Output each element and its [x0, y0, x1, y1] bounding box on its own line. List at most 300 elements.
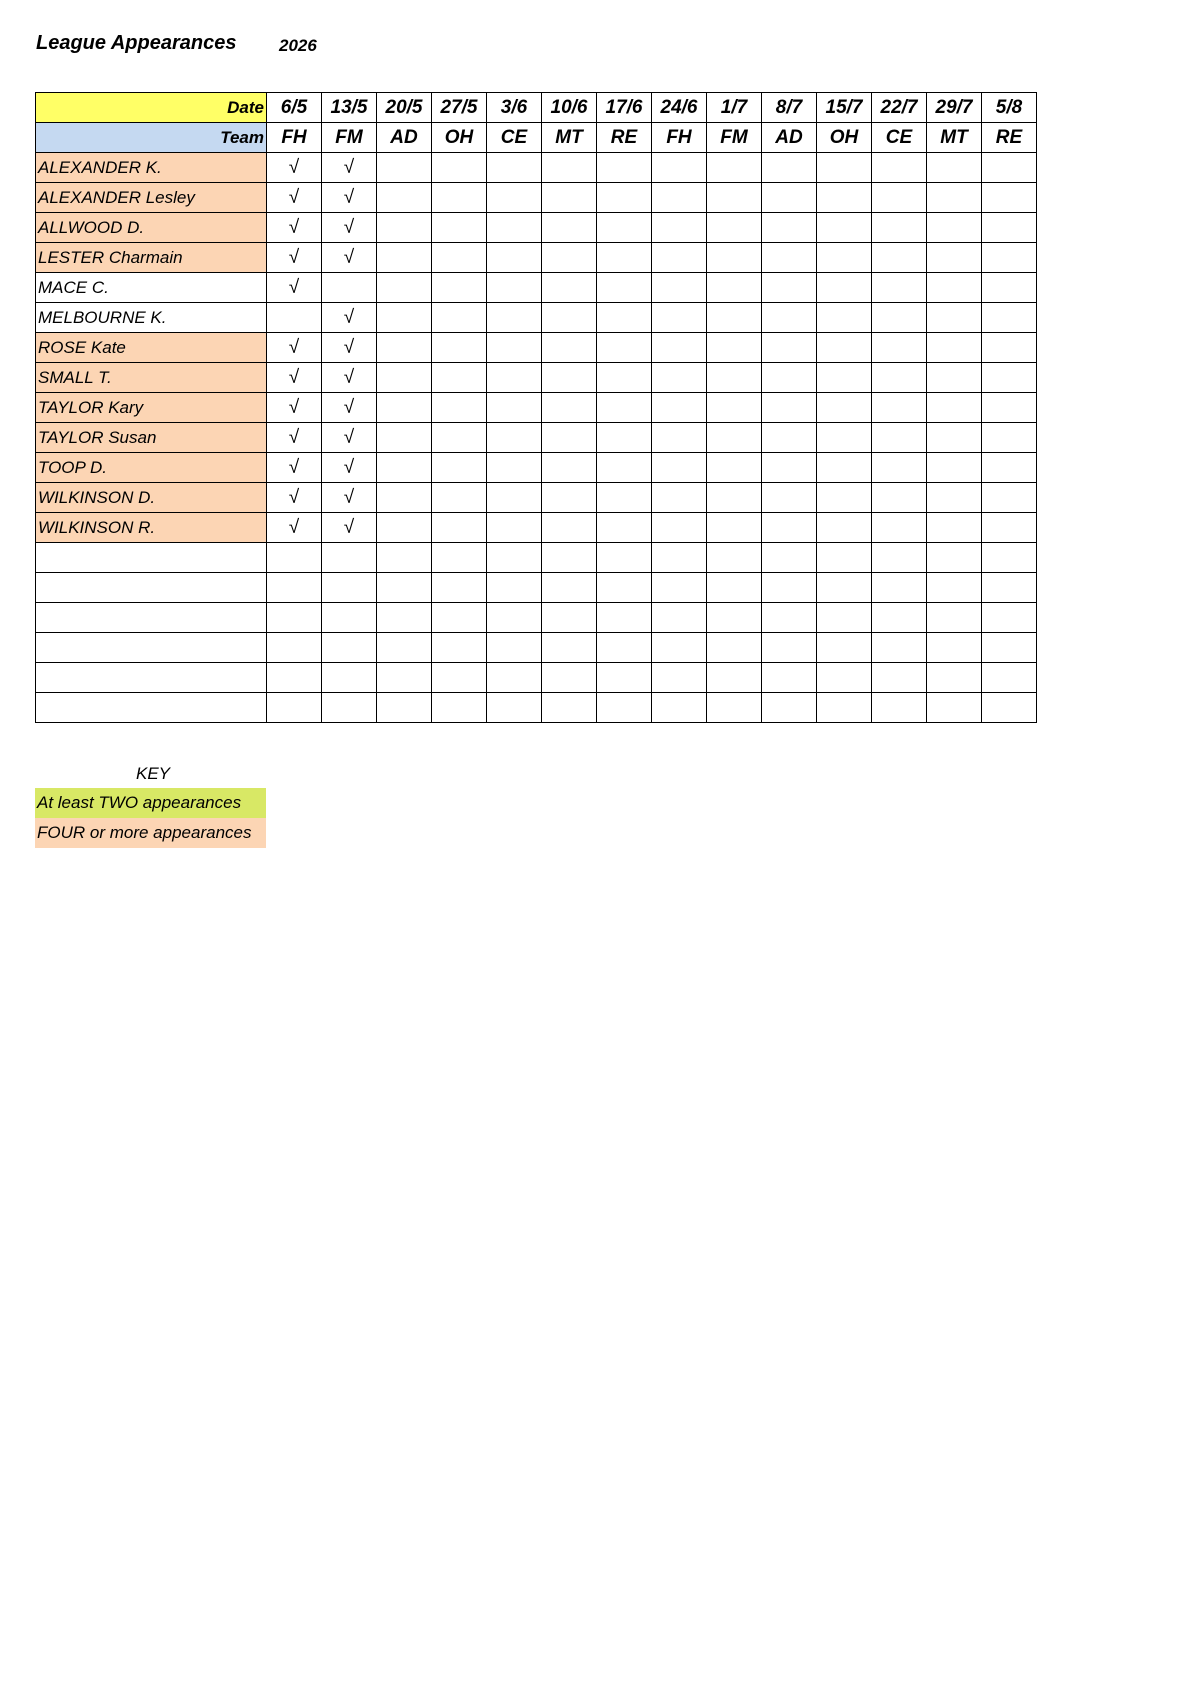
appearance-cell [872, 513, 927, 543]
appearance-cell [817, 183, 872, 213]
empty-cell [487, 573, 542, 603]
appearance-cell [542, 393, 597, 423]
appearance-cell [982, 213, 1037, 243]
empty-cell [597, 633, 652, 663]
appearance-cell [982, 393, 1037, 423]
appearance-cell [597, 453, 652, 483]
empty-cell [597, 693, 652, 723]
empty-cell [707, 633, 762, 663]
appearance-cell [322, 333, 377, 363]
appearance-cell [322, 303, 377, 333]
empty-cell [597, 663, 652, 693]
tick-mark: √ [288, 426, 300, 448]
appearance-cell [322, 183, 377, 213]
appearance-cell [322, 363, 377, 393]
appearance-cell [267, 453, 322, 483]
player-name: MACE C. [36, 273, 267, 303]
appearance-cell [377, 423, 432, 453]
tick-mark: √ [343, 186, 355, 208]
player-row [36, 243, 1037, 273]
player-row [36, 273, 1037, 303]
empty-cell [817, 693, 872, 723]
team-header-cell: MT [927, 123, 982, 153]
appearance-cell [927, 333, 982, 363]
date-header-cell: 6/5 [267, 93, 322, 123]
appearance-cell [982, 333, 1037, 363]
appearance-cell [982, 243, 1037, 273]
appearance-cell [487, 243, 542, 273]
tick-mark: √ [343, 366, 355, 388]
player-name: WILKINSON D. [36, 483, 267, 513]
appearance-cell [927, 153, 982, 183]
date-header-cell: 24/6 [652, 93, 707, 123]
appearance-cell [707, 183, 762, 213]
appearance-cell [377, 243, 432, 273]
empty-cell [597, 573, 652, 603]
date-header-cell: 13/5 [322, 93, 377, 123]
appearance-cell [762, 453, 817, 483]
player-name: ROSE Kate [36, 333, 267, 363]
empty-cell [377, 693, 432, 723]
empty-cell [267, 663, 322, 693]
appearance-cell [707, 153, 762, 183]
empty-cell [762, 603, 817, 633]
appearance-cell [267, 513, 322, 543]
empty-cell [707, 663, 762, 693]
page-title: League Appearances [36, 32, 237, 54]
appearance-cell [597, 333, 652, 363]
empty-cell [927, 603, 982, 633]
appearance-cell [267, 243, 322, 273]
key-item-four-or-more: FOUR or more appearances [35, 818, 266, 848]
appearance-cell [982, 513, 1037, 543]
appearance-cell [322, 513, 377, 543]
player-row [36, 363, 1037, 393]
appearance-cell [817, 483, 872, 513]
player-name: TAYLOR Kary [36, 393, 267, 423]
empty-cell [652, 573, 707, 603]
team-header-cell: CE [487, 123, 542, 153]
empty-cell [322, 663, 377, 693]
appearance-cell [377, 453, 432, 483]
appearance-cell [707, 513, 762, 543]
date-header-cell: 15/7 [817, 93, 872, 123]
date-header-row [36, 93, 1037, 123]
empty-cell [322, 543, 377, 573]
empty-cell [982, 543, 1037, 573]
appearance-cell [927, 393, 982, 423]
appearance-cell [652, 393, 707, 423]
empty-cell [872, 663, 927, 693]
appearance-cell [597, 183, 652, 213]
appearance-cell [652, 213, 707, 243]
player-row [36, 303, 1037, 333]
appearance-cell [487, 393, 542, 423]
player-name: MELBOURNE K. [36, 303, 267, 333]
tick-mark: √ [343, 516, 355, 538]
appearance-cell [322, 213, 377, 243]
empty-cell [982, 663, 1037, 693]
appearance-cell [377, 363, 432, 393]
appearance-cell [982, 363, 1037, 393]
appearance-cell [377, 393, 432, 423]
key-title: KEY [136, 764, 171, 783]
team-header-cell: AD [377, 123, 432, 153]
appearance-cell [487, 183, 542, 213]
date-header-cell: 5/8 [982, 93, 1037, 123]
empty-cell [817, 543, 872, 573]
appearance-cell [707, 453, 762, 483]
date-header-cell: 17/6 [597, 93, 652, 123]
empty-cell [817, 573, 872, 603]
empty-cell [927, 693, 982, 723]
date-header-label: Date [36, 93, 267, 123]
player-name: TOOP D. [36, 453, 267, 483]
appearance-cell [707, 363, 762, 393]
player-row [36, 183, 1037, 213]
empty-cell [927, 633, 982, 663]
appearance-cell [927, 423, 982, 453]
appearance-cell [542, 183, 597, 213]
empty-cell [927, 663, 982, 693]
empty-cell [762, 633, 817, 663]
empty-cell [322, 693, 377, 723]
empty-cell [762, 663, 817, 693]
tick-mark: √ [343, 426, 355, 448]
empty-cell [267, 693, 322, 723]
empty-cell [487, 633, 542, 663]
appearance-cell [377, 303, 432, 333]
appearance-cell [432, 273, 487, 303]
empty-cell [817, 633, 872, 663]
tick-mark: √ [343, 336, 355, 358]
appearance-cell [432, 153, 487, 183]
tick-mark: √ [343, 486, 355, 508]
appearance-cell [652, 303, 707, 333]
appearance-cell [322, 153, 377, 183]
appearance-cell [487, 153, 542, 183]
appearance-cell [377, 213, 432, 243]
appearance-cell [487, 483, 542, 513]
appearance-cell [597, 243, 652, 273]
tick-mark: √ [288, 156, 300, 178]
appearance-cell [707, 213, 762, 243]
empty-cell [322, 633, 377, 663]
date-header-cell: 22/7 [872, 93, 927, 123]
appearance-cell [872, 183, 927, 213]
appearance-cell [872, 333, 927, 363]
appearance-cell [597, 303, 652, 333]
appearance-cell [762, 333, 817, 363]
empty-cell [542, 693, 597, 723]
date-header-cell: 27/5 [432, 93, 487, 123]
appearance-cell [817, 423, 872, 453]
appearance-cell [652, 363, 707, 393]
appearance-cell [597, 513, 652, 543]
appearance-cell [872, 213, 927, 243]
team-header-cell: FH [267, 123, 322, 153]
key-item-at-least-two: At least TWO appearances [35, 788, 266, 818]
empty-cell [542, 543, 597, 573]
empty-cell [707, 603, 762, 633]
appearance-cell [817, 393, 872, 423]
appearance-cell [377, 153, 432, 183]
player-name: ALEXANDER Lesley [36, 183, 267, 213]
appearance-cell [322, 483, 377, 513]
empty-cell [597, 543, 652, 573]
empty-cell [762, 693, 817, 723]
appearance-cell [432, 333, 487, 363]
appearance-cell [322, 243, 377, 273]
appearance-cell [542, 333, 597, 363]
tick-mark: √ [288, 186, 300, 208]
team-header-cell: FM [322, 123, 377, 153]
empty-cell [927, 543, 982, 573]
empty-name-cell [36, 573, 267, 603]
empty-cell [377, 543, 432, 573]
player-name: TAYLOR Susan [36, 423, 267, 453]
appearance-cell [487, 513, 542, 543]
appearance-cell [817, 303, 872, 333]
empty-name-cell [36, 543, 267, 573]
appearance-cell [707, 273, 762, 303]
team-header-cell: RE [982, 123, 1037, 153]
tick-mark: √ [343, 216, 355, 238]
empty-cell [982, 633, 1037, 663]
tick-mark: √ [288, 366, 300, 388]
player-name: SMALL T. [36, 363, 267, 393]
appearance-cell [652, 513, 707, 543]
empty-cell [652, 543, 707, 573]
appearance-cell [762, 483, 817, 513]
appearance-cell [652, 333, 707, 363]
appearance-cell [817, 453, 872, 483]
empty-cell [597, 603, 652, 633]
appearance-cell [597, 423, 652, 453]
empty-cell [377, 663, 432, 693]
appearance-cell [487, 363, 542, 393]
team-header-cell: MT [542, 123, 597, 153]
appearance-cell [707, 303, 762, 333]
season-year: 2026 [279, 36, 317, 55]
appearance-cell [267, 213, 322, 243]
appearance-cell [817, 153, 872, 183]
appearance-cell [597, 393, 652, 423]
empty-row [36, 573, 1037, 603]
team-header-row [36, 123, 1037, 153]
appearances-table-body [36, 93, 1037, 723]
appearance-cell [432, 423, 487, 453]
tick-mark: √ [288, 396, 300, 418]
appearance-cell [597, 363, 652, 393]
appearance-cell [322, 393, 377, 423]
player-row [36, 393, 1037, 423]
appearance-cell [322, 453, 377, 483]
appearance-cell [432, 393, 487, 423]
appearance-cell [432, 213, 487, 243]
appearance-cell [267, 303, 322, 333]
tick-mark: √ [343, 246, 355, 268]
appearances-table [35, 92, 1037, 723]
empty-cell [487, 603, 542, 633]
appearance-cell [927, 363, 982, 393]
appearance-cell [872, 483, 927, 513]
appearance-cell [267, 273, 322, 303]
empty-cell [432, 693, 487, 723]
player-name: ALLWOOD D. [36, 213, 267, 243]
appearance-cell [377, 483, 432, 513]
tick-mark: √ [288, 336, 300, 358]
appearance-cell [927, 183, 982, 213]
appearance-cell [762, 153, 817, 183]
date-header-cell: 3/6 [487, 93, 542, 123]
appearance-cell [267, 483, 322, 513]
tick-mark: √ [343, 156, 355, 178]
appearance-cell [872, 243, 927, 273]
empty-cell [982, 603, 1037, 633]
team-header-cell: OH [432, 123, 487, 153]
appearance-cell [542, 363, 597, 393]
appearance-cell [432, 483, 487, 513]
appearance-cell [267, 333, 322, 363]
appearance-cell [267, 393, 322, 423]
appearance-cell [597, 273, 652, 303]
player-row [36, 453, 1037, 483]
appearance-cell [652, 153, 707, 183]
appearance-cell [762, 423, 817, 453]
player-row [36, 513, 1037, 543]
appearance-cell [762, 363, 817, 393]
player-row [36, 483, 1037, 513]
date-header-cell: 1/7 [707, 93, 762, 123]
empty-cell [377, 603, 432, 633]
appearance-cell [762, 183, 817, 213]
empty-cell [267, 543, 322, 573]
appearance-cell [597, 213, 652, 243]
appearance-cell [982, 303, 1037, 333]
appearance-cell [817, 273, 872, 303]
empty-cell [707, 543, 762, 573]
appearance-cell [927, 273, 982, 303]
appearance-cell [707, 393, 762, 423]
appearance-cell [652, 273, 707, 303]
appearance-cell [597, 483, 652, 513]
empty-cell [432, 543, 487, 573]
tick-mark: √ [288, 516, 300, 538]
empty-cell [872, 633, 927, 663]
appearance-cell [927, 453, 982, 483]
appearance-cell [872, 423, 927, 453]
tick-mark: √ [288, 216, 300, 238]
appearance-cell [542, 453, 597, 483]
appearance-cell [707, 243, 762, 273]
tick-mark: √ [288, 276, 300, 298]
empty-row [36, 693, 1037, 723]
empty-cell [377, 573, 432, 603]
empty-cell [267, 603, 322, 633]
empty-cell [487, 693, 542, 723]
appearance-cell [707, 483, 762, 513]
appearance-cell [267, 423, 322, 453]
team-header-cell: RE [597, 123, 652, 153]
team-header-label: Team [36, 123, 267, 153]
date-header-cell: 8/7 [762, 93, 817, 123]
empty-cell [982, 573, 1037, 603]
appearance-cell [432, 513, 487, 543]
appearance-cell [432, 363, 487, 393]
team-header-cell: FH [652, 123, 707, 153]
appearance-cell [817, 513, 872, 543]
appearance-cell [652, 453, 707, 483]
team-header-cell: AD [762, 123, 817, 153]
appearance-cell [872, 393, 927, 423]
appearance-cell [707, 423, 762, 453]
player-name: LESTER Charmain [36, 243, 267, 273]
empty-cell [322, 603, 377, 633]
appearance-cell [542, 483, 597, 513]
empty-cell [817, 663, 872, 693]
appearance-cell [322, 273, 377, 303]
appearance-cell [707, 333, 762, 363]
appearance-cell [872, 153, 927, 183]
player-name: ALEXANDER K. [36, 153, 267, 183]
appearance-cell [597, 153, 652, 183]
empty-row [36, 543, 1037, 573]
team-header-cell: OH [817, 123, 872, 153]
appearance-cell [487, 333, 542, 363]
empty-name-cell [36, 603, 267, 633]
appearance-cell [542, 153, 597, 183]
appearance-cell [982, 183, 1037, 213]
empty-cell [872, 573, 927, 603]
player-row [36, 153, 1037, 183]
player-row [36, 423, 1037, 453]
empty-cell [652, 693, 707, 723]
appearance-cell [652, 423, 707, 453]
date-header-cell: 10/6 [542, 93, 597, 123]
appearance-cell [542, 423, 597, 453]
empty-cell [322, 573, 377, 603]
empty-cell [377, 633, 432, 663]
appearance-cell [487, 273, 542, 303]
player-name: WILKINSON R. [36, 513, 267, 543]
appearance-cell [817, 243, 872, 273]
empty-cell [927, 573, 982, 603]
empty-cell [652, 633, 707, 663]
appearance-cell [542, 273, 597, 303]
tick-mark: √ [343, 306, 355, 328]
empty-cell [432, 603, 487, 633]
appearance-cell [872, 363, 927, 393]
appearance-cell [982, 273, 1037, 303]
appearance-cell [762, 243, 817, 273]
appearance-cell [377, 513, 432, 543]
appearance-cell [927, 483, 982, 513]
appearance-cell [652, 243, 707, 273]
appearance-cell [322, 423, 377, 453]
appearance-cell [762, 213, 817, 243]
empty-cell [707, 573, 762, 603]
appearance-cell [872, 303, 927, 333]
appearance-cell [817, 213, 872, 243]
empty-cell [872, 603, 927, 633]
empty-cell [542, 603, 597, 633]
appearance-cell [542, 213, 597, 243]
empty-cell [707, 693, 762, 723]
appearance-cell [432, 303, 487, 333]
empty-name-cell [36, 633, 267, 663]
tick-mark: √ [288, 456, 300, 478]
